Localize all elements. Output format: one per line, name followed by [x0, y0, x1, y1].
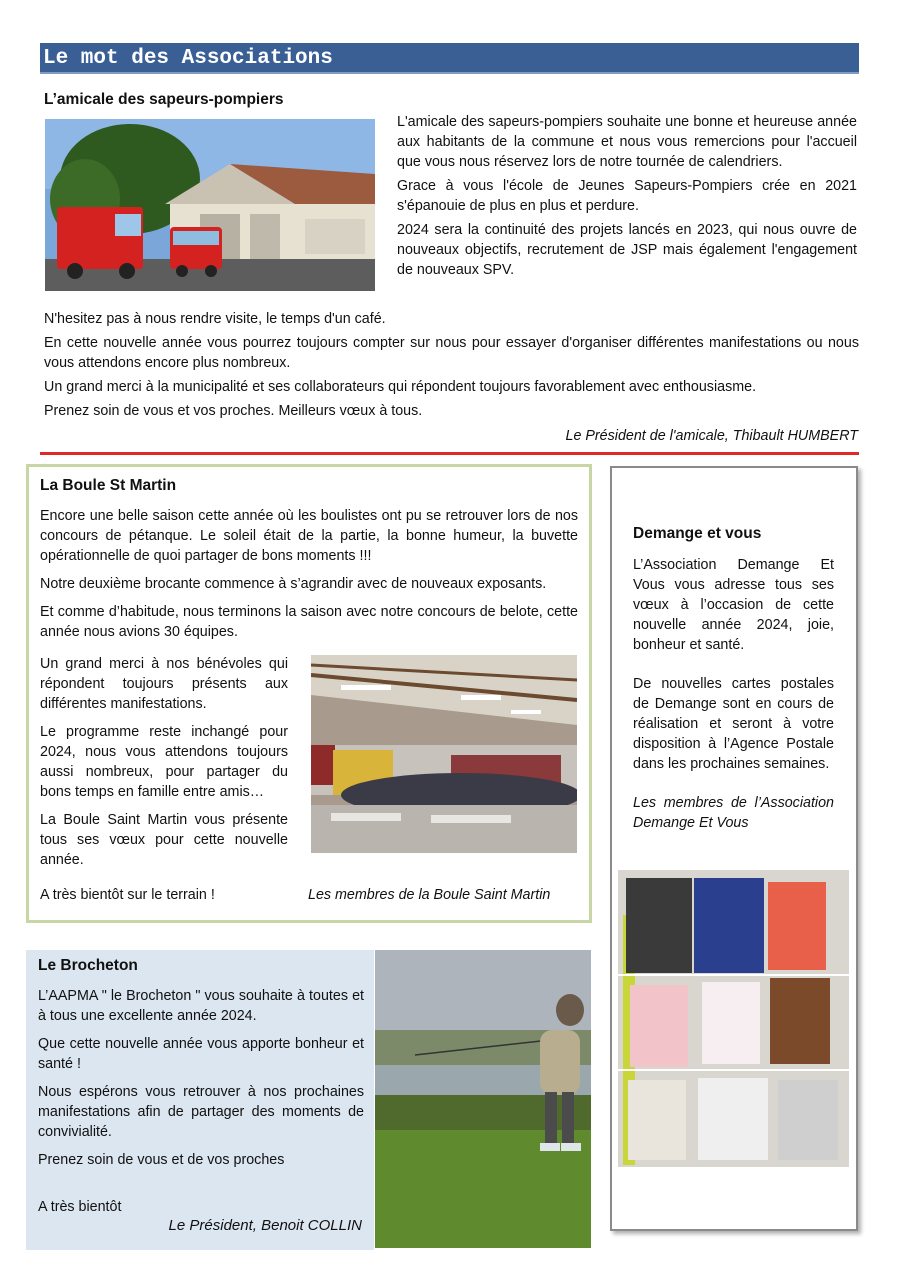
page-banner: Le mot des Associations	[40, 43, 859, 74]
boule-intro	[40, 506, 578, 650]
fishing-child-photo	[375, 950, 591, 1248]
demange-paragraph: De nouvelles cartes postales de Demange sont en cours de réalisation et seront à votre disposition à l’Agence Postale dans les prochaines semaines.	[633, 676, 834, 772]
amicale-paragraph: 2024 sera la continuité des projets lancés en 2023, qui nous ouvre de nouveaux objectifs, recrutement de JSP mais également l'engagement de nouveaux SPV.	[397, 222, 857, 278]
boule-paragraph: La Boule Saint Martin vous présente tous ses vœux pour cette nouvelle année.	[40, 812, 288, 868]
brocheton-title: Le Brocheton	[38, 957, 138, 974]
boule-paragraph: Le programme reste inchangé pour 2024, nous vous attendons toujours aussi nombreux, pour partager du bons temps en famille entre amis…	[40, 724, 288, 800]
amicale-paragraph: L'amicale des sapeurs-pompiers souhaite une bonne et heureuse année aux habitants de la commune et nous vous remercions pour l'accueil que vous nous réservez lors de notre tournée de calendriers.	[397, 114, 857, 170]
boule-paragraph: Encore une belle saison cette année où les boulistes ont pu se retrouver lors de nos concours de pétanque. Le soleil était de la partie, la bonne humeur, la buvette opérationnelle de quoi partager de bons moments !!!	[40, 508, 578, 564]
brocheton-paragraph: Prenez soin de vous et de vos proches	[38, 1152, 285, 1168]
boule-paragraph: Notre deuxième brocante commence à s’agrandir avec de nouveaux exposants.	[40, 576, 547, 592]
boule-closing: A très bientôt sur le terrain !	[40, 887, 215, 903]
boule-paragraph: Un grand merci à nos bénévoles qui répondent toujours présents aux différentes manifestations.	[40, 656, 288, 712]
demange-paragraph: L’Association Demange Et Vous vous adresse tous ses vœux à l’occasion de cette nouvelle année 2024, joie, bonheur et santé.	[633, 557, 834, 653]
boule-title: La Boule St Martin	[40, 477, 177, 494]
demange-title: Demange et vous	[633, 525, 762, 542]
boule-signature: Les membres de la Boule Saint Martin	[308, 887, 551, 903]
fire-station-photo	[45, 119, 375, 291]
brocheton-closing: A très bientôt	[38, 1199, 122, 1215]
brocheton-paragraph: L’AAPMA " le Brocheton " vous souhaite à toutes et à tous une excellente année 2024.	[38, 988, 364, 1024]
amicale-paragraph: En cette nouvelle année vous pourrez toujours compter sur nous pour essayer d'organiser différentes manifestations ou nous vous attendons encore plus nombreux.	[44, 335, 859, 371]
brocheton-paragraph: Que cette nouvelle année vous apporte bonheur et santé !	[38, 1036, 364, 1072]
amicale-paragraph: Prenez soin de vous et vos proches. Meilleurs vœux à tous.	[44, 403, 423, 419]
amicale-title: L’amicale des sapeurs-pompiers	[44, 91, 284, 108]
brocheton-paragraph: Nous espérons vous retrouver à nos prochaines manifestations afin de partager des moments de convivialité.	[38, 1084, 364, 1140]
greeting-cards-photo	[618, 870, 849, 1167]
amicale-paragraph: N'hesitez pas à nous rendre visite, le temps d'un café.	[44, 311, 386, 327]
amicale-body	[44, 309, 859, 425]
demange-signature: Les membres de l’Association Demange Et Vous	[633, 795, 834, 831]
brocheton-signature: Le Président, Benoit COLLIN	[168, 1217, 362, 1234]
belote-hall-photo	[311, 655, 577, 853]
amicale-signature: Le Président de l'amicale, Thibault HUMBERT	[565, 428, 858, 444]
boule-body	[40, 654, 288, 878]
amicale-paragraph: Un grand merci à la municipalité et ses collaborateurs qui répondent toujours favorablement avec enthousiasme.	[44, 379, 757, 395]
demange-body	[633, 555, 834, 852]
amicale-intro	[397, 112, 857, 284]
boule-paragraph: Et comme d’habitude, nous terminons la saison avec notre concours de belote, cette année nous avions 30 équipes.	[40, 604, 578, 640]
brocheton-body	[38, 986, 364, 1178]
section-divider	[40, 452, 859, 455]
amicale-paragraph: Grace à vous l'école de Jeunes Sapeurs-Pompiers crée en 2021 s'épanouie de plus en plus et perdure.	[397, 178, 857, 214]
